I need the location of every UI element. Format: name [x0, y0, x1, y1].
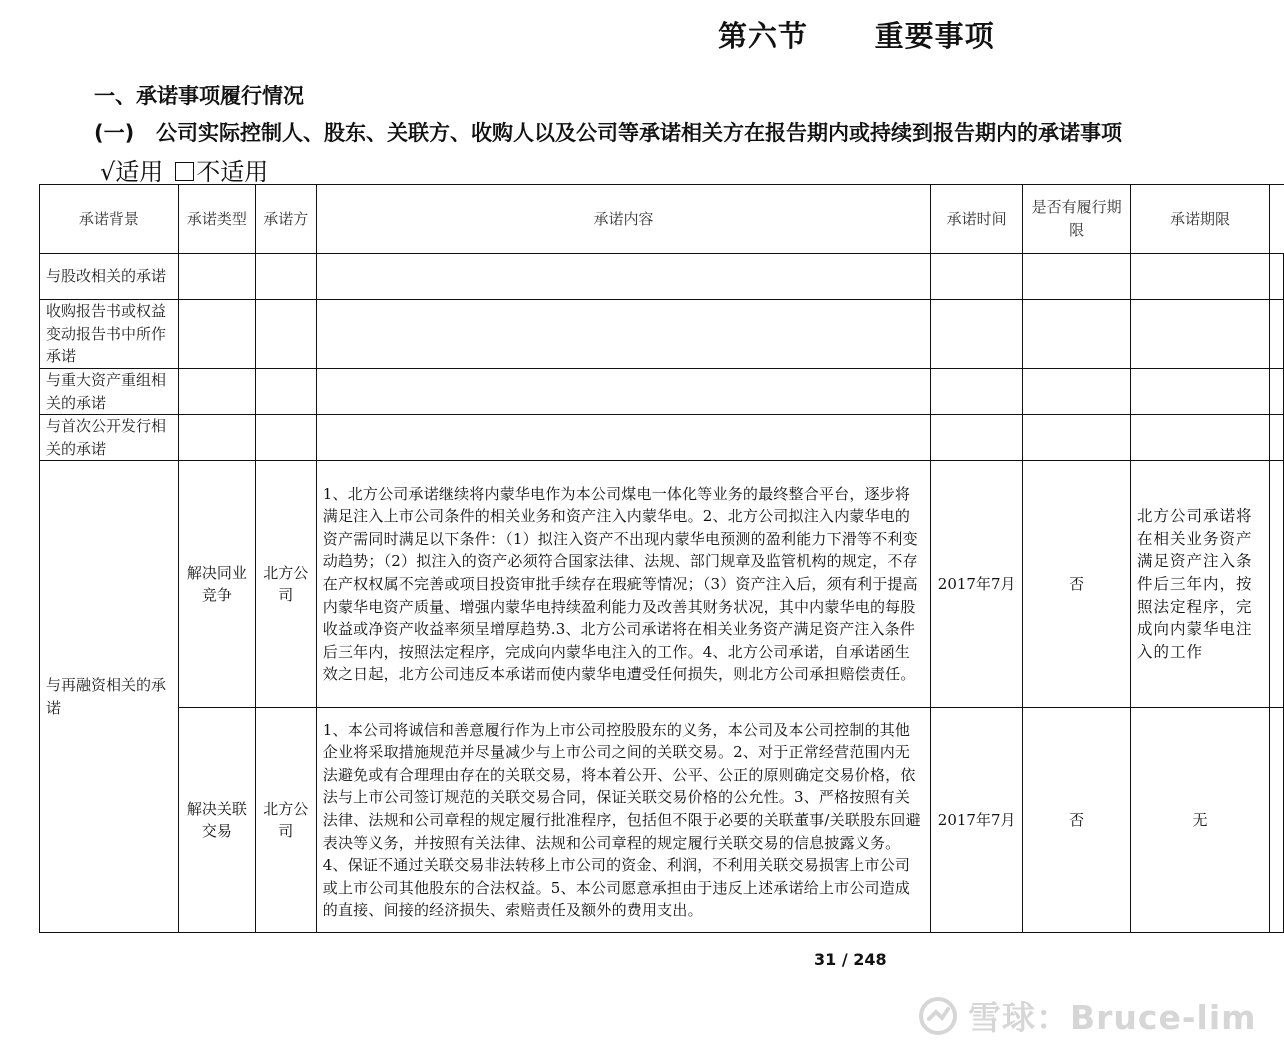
commitment-time: 2017年7月	[931, 708, 1023, 933]
commitment-period: 无	[1131, 708, 1270, 933]
page-number: 31 / 248	[814, 950, 887, 969]
header-period: 承诺期限	[1131, 185, 1270, 254]
table-row	[40, 369, 1284, 415]
header-type: 承诺类型	[178, 185, 255, 254]
not-applicable-label: 不适用	[196, 158, 269, 186]
commitments-table	[39, 184, 1284, 933]
commitment-time: 2017年7月	[931, 461, 1023, 708]
commitment-type: 解决关联交易	[178, 708, 255, 933]
header-time: 承诺时间	[931, 185, 1023, 254]
header-has-period: 是否有履行期限	[1023, 185, 1131, 254]
commitment-content: 1、北方公司承诺继续将内蒙华电作为本公司煤电一体化等业务的最终整合平台，逐步将满足注入上市公司条件的相关业务和资产注入内蒙华电。2、北方公司拟注入内蒙华电的资产需同时满足以下条件：（1）拟注入资产不出现内蒙华电预测的盈利能力下滑等不利变动趋势；（2）拟注入的资产必须符合国家法律、法规、部门规章及监管机构的规定，不存在产权权属不完善或项目投资审批手续存在瑕疵等情况；（3）资产注入后，须有利于提高内蒙华电资产质量、增强内蒙华电持续盈利能力及改善其财务状况，其中内蒙华电的每股收益或净资产收益率须呈增厚趋势.3、北方公司承诺将在相关业务资产满足资产注入条件后三年内，按照法定程序，完成向内蒙华电注入的工作。4、北方公司承诺，自承诺函生效之日起，北方公司违反本承诺而使内蒙华电遭受任何损失，则北方公司承担赔偿责任。	[316, 461, 930, 708]
table-row	[40, 254, 1284, 300]
header-party: 承诺方	[255, 185, 316, 254]
header-background: 承诺背景	[40, 185, 179, 254]
empty-checkbox-icon	[175, 162, 194, 181]
commitment-has-period: 否	[1023, 461, 1131, 708]
row-background: 与重大资产重组相关的承诺	[40, 369, 179, 415]
applicable-label: 适用	[115, 158, 164, 186]
table-row	[40, 300, 1284, 369]
commitment-period: 北方公司承诺将在相关业务资产满足资产注入条件后三年内，按照法定程序，完成向内蒙华电注入的工作	[1131, 461, 1270, 708]
row-background-refinancing: 与再融资相关的承诺	[40, 461, 179, 933]
heading-commitments: 一、承诺事项履行情况	[94, 84, 304, 108]
row-background: 与股改相关的承诺	[40, 254, 179, 300]
table-row	[40, 461, 1284, 708]
heading-subsection	[94, 117, 1122, 147]
commitment-party: 北方公司	[255, 461, 316, 708]
applicability-line	[100, 152, 268, 187]
row-background: 收购报告书或权益变动报告书中所作承诺	[40, 300, 179, 369]
subsection-number: (一)	[94, 121, 135, 145]
commitment-type: 解决同业竞争	[178, 461, 255, 708]
section-title: 第六节 重要事项	[718, 19, 995, 53]
check-mark-icon: √	[100, 158, 116, 186]
watermark	[918, 992, 1257, 1039]
table-header-row	[40, 185, 1284, 254]
header-content: 承诺内容	[316, 185, 930, 254]
watermark-text: 雪球：Bruce-lim	[968, 998, 1257, 1037]
commitment-has-period: 否	[1023, 708, 1131, 933]
table-row	[40, 708, 1284, 933]
xueqiu-logo-icon	[918, 996, 958, 1036]
subsection-title: 公司实际控制人、股东、关联方、收购人以及公司等承诺相关方在报告期内或持续到报告期内的承诺事项	[156, 121, 1122, 145]
header-cut-off-column	[1269, 185, 1283, 254]
row-background: 与首次公开发行相关的承诺	[40, 415, 179, 461]
commitment-content: 1、本公司将诚信和善意履行作为上市公司控股股东的义务，本公司及本公司控制的其他企业将采取措施规范并尽量减少与上市公司之间的关联交易。2、对于正常经营范围内无法避免或有合理理由存在的关联交易，将本着公开、公平、公正的原则确定交易价格，依法与上市公司签订规范的关联交易合同，保证关联交易价格的公允性。3、严格按照有关法律、法规和公司章程的规定履行批准程序，包括但不限于必要的关联董事/关联股东回避表决等义务，并按照有关法律、法规和公司章程的规定履行关联交易的信息披露义务。4、保证不通过关联交易非法转移上市公司的资金、利润，不利用关联交易损害上市公司或上市公司其他股东的合法权益。5、本公司愿意承担由于违反上述承诺给上市公司造成的直接、间接的经济损失、索赔责任及额外的费用支出。	[316, 708, 930, 933]
table-row	[40, 415, 1284, 461]
commitment-party: 北方公司	[255, 708, 316, 933]
